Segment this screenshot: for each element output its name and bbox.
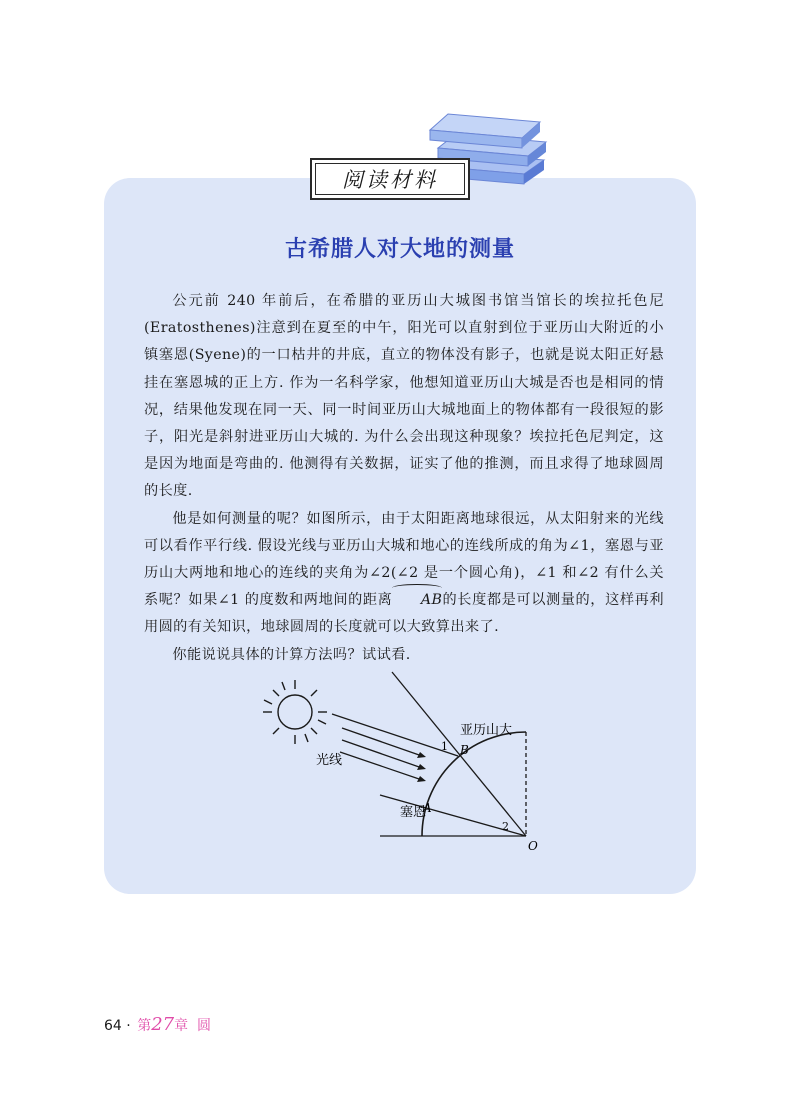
label-light: 光线 xyxy=(316,753,343,768)
chapter-number: 27 xyxy=(151,1014,175,1035)
angle-2-label: 2 xyxy=(502,820,509,833)
page-footer xyxy=(104,1014,211,1035)
label-alexandria: 亚历山大 xyxy=(460,723,513,738)
point-a-label: A xyxy=(423,801,432,815)
reading-material-tag xyxy=(310,158,470,200)
tag-label: 阅读材料 xyxy=(342,168,438,192)
paragraph-2-text: 他是如何测量的呢？如图所示，由于太阳距离地球很远，从太阳射来的光线可以看作平行线. 假设光线与亚历山大城和地心的连线所成的角为∠1，塞恩与亚历山大两地和地心的连线的夹角为∠2(∠2 是一个圆心角)，∠1 和∠2 有什么关系呢？如果∠1 的度数和两地间的距离 xyxy=(144,510,664,609)
page-number: 64 xyxy=(104,1018,122,1034)
label-syene: 塞恩 xyxy=(400,805,427,820)
sun-icon xyxy=(263,680,327,744)
point-b-label: B xyxy=(460,743,469,757)
article-body xyxy=(144,288,664,669)
point-o-label: O xyxy=(528,839,538,853)
paragraph-1: 公元前 240 年前后，在希腊的亚历山大城图书馆当馆长的埃拉托色尼(Eratosthenes)注意到在夏至的中午，阳光可以直射到位于亚历山大附近的小镇塞恩(Syene)的一口枯井的井底，直立的物体没有影子，也就是说太阳正好悬挂在塞恩城的正上方. 作为一名科学家，他想知道亚历山大城是否也是相同的情况，结果他发现在同一天、同一时间亚历山大城地面上的物体都有一段很短的影子，阳光是斜射进亚历山大城的. 为什么会出现这种现象？埃拉托色尼判定，这是因为地面是弯曲的. 他测得有关数据，证实了他的推测，而且求得了地球圆周的长度. xyxy=(144,293,664,500)
footer-separator: · xyxy=(126,1018,131,1034)
article-title: 古希腊人对大地的测量 xyxy=(284,237,515,262)
chapter-title: 圆 xyxy=(197,1018,211,1034)
paragraph-2-tail: 的长度都是可以测量的，这样再利用圆的有关知识，地球圆周的长度就可以大致算出来了. xyxy=(144,592,664,636)
chapter-label xyxy=(137,1014,211,1035)
chapter-suffix: 章 xyxy=(174,1018,189,1034)
angle-1-label: 1 xyxy=(441,740,448,753)
earth-measurement-diagram xyxy=(250,670,550,860)
chapter-prefix: 第 xyxy=(137,1018,152,1034)
paragraph-2 xyxy=(144,506,664,642)
paragraph-3: 你能说说具体的计算方法吗？试试看. xyxy=(172,646,411,663)
arc-ab-notation: AB xyxy=(392,587,442,614)
